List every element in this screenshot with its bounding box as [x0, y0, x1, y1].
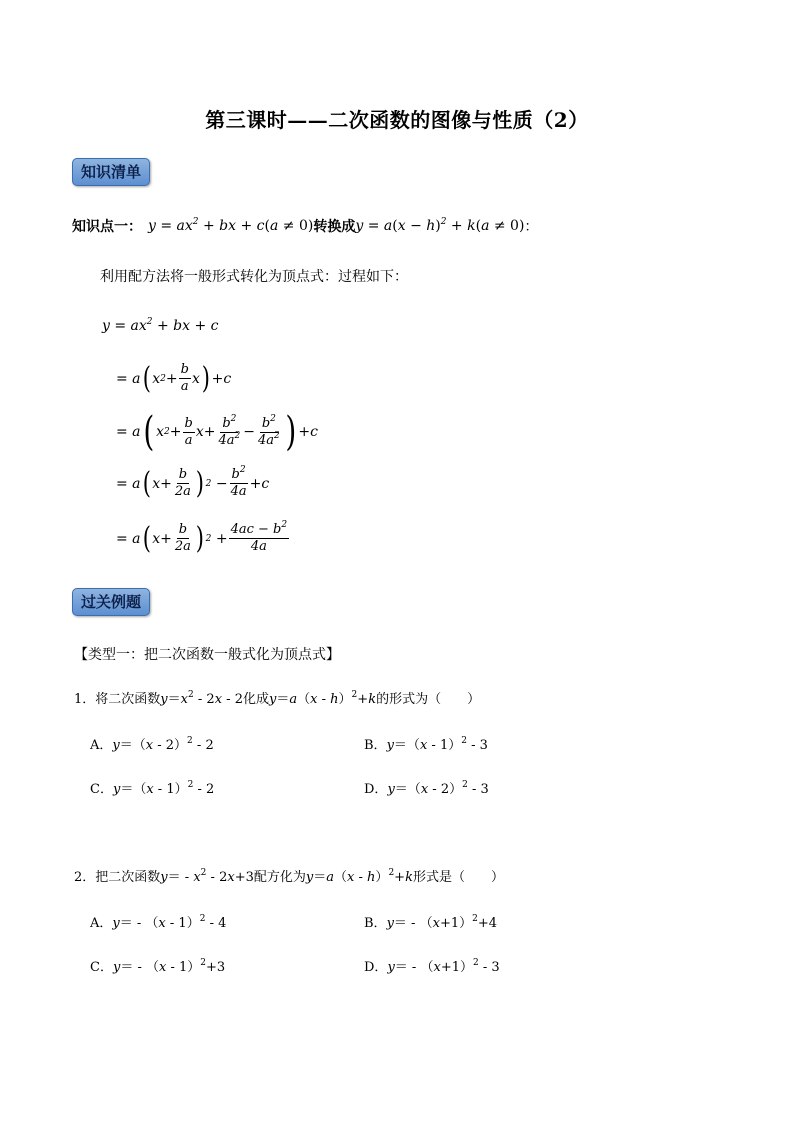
knowledge-point-end: ：: [524, 219, 539, 235]
derivation-step-1: = a ( x 2 + $\frac{b}{a}$ x ) + c: [116, 360, 232, 396]
q2-option-d[interactable]: D．$y= - (x+1)^2 - 3$: [364, 958, 500, 975]
knowledge-point-label: 知识点一：: [72, 219, 142, 235]
q1-option-b[interactable]: B．y＝（x - 1）$^2$ - 3: [364, 736, 488, 753]
section-badge-examples: 过关例题: [72, 588, 150, 616]
knowledge-point-line: [72, 216, 538, 236]
derivation-step-4: = a ( x + $\frac{b}{2a}$ ) 2 + $\frac{4ac - b^2}{4a}$: [116, 520, 288, 556]
general-form-formula: $y = ax^2$ + bx + c(a ≠ 0): [148, 217, 314, 234]
q1-option-d[interactable]: D．y＝（x - 2）$^2$ - 3: [364, 780, 489, 797]
q2-option-d-label: D．: [364, 960, 388, 975]
derivation-step-3: = a ( x + $\frac{b}{2a}$ ) 2 − $\frac{b^2}{4a}$ + c: [116, 465, 270, 501]
question-2-post: 形式是（ ）: [412, 870, 504, 885]
q1-option-c-label: C．: [90, 782, 113, 797]
question-2: 2．把二次函数$y= - x^2 - 2x+3$配方化为y＝a（x - h）$^2$+k形式是（ ）: [74, 868, 504, 885]
type1-heading: 【类型一：把二次函数一般式化为顶点式】: [74, 647, 340, 663]
question-2-number: 2．: [74, 870, 96, 885]
question-1-post: 的形式为（ ）: [376, 692, 481, 707]
derivation-step-0: $y = ax^2$ + bx + c: [102, 317, 219, 334]
method-text: 利用配方法将一般形式转化为顶点式：过程如下：: [100, 269, 408, 285]
q1-option-a-label: A．: [90, 738, 113, 753]
question-2-pre: 把二次函数: [95, 870, 161, 885]
q2-option-a-label: A．: [90, 916, 113, 931]
derivation-step-2: = a ( x 2 + $\frac{b}{a}$ x + $\frac{b^2}{4a^2}$ − $\frac{b^2}{4a^2}$ ) + c: [116, 409, 318, 455]
q2-option-c[interactable]: C．y＝ - （x - 1）$^2$+3: [90, 958, 226, 975]
q1-option-b-label: B．: [364, 738, 387, 753]
q1-option-c[interactable]: C．y＝（x - 1）$^2$ - 2: [90, 780, 215, 797]
q1-option-d-label: D．: [364, 782, 388, 797]
question-1-pre: 将二次函数: [95, 692, 161, 707]
q2-option-a[interactable]: A．y＝ - （x - 1）$^2$ - 4: [90, 914, 227, 931]
q1-option-a[interactable]: A．y＝（x - 2）$^2$ - 2: [90, 736, 214, 753]
q2-option-b-label: B．: [364, 916, 387, 931]
question-2-mid: 配方化为: [253, 870, 306, 885]
question-1-mid: 化成: [242, 692, 269, 707]
question-1: 1．将二次函数$y=x^2 - 2x - 2$化成y＝a（x - h）$^2$+k的形式为（ ）: [74, 690, 481, 707]
q2-option-b[interactable]: B．$y= - (x+1)^2+4$: [364, 914, 498, 931]
page-title: 第三课时——二次函数的图像与性质（2）: [205, 108, 589, 132]
question-1-number: 1．: [74, 692, 96, 707]
vertex-form-formula: $y = a(x - h)^2 + k(a \ne 0)$: [355, 217, 525, 234]
convert-text: 转换成: [313, 219, 356, 235]
section-badge-knowledge: 知识清单: [72, 158, 150, 186]
q2-option-c-label: C．: [90, 960, 113, 975]
